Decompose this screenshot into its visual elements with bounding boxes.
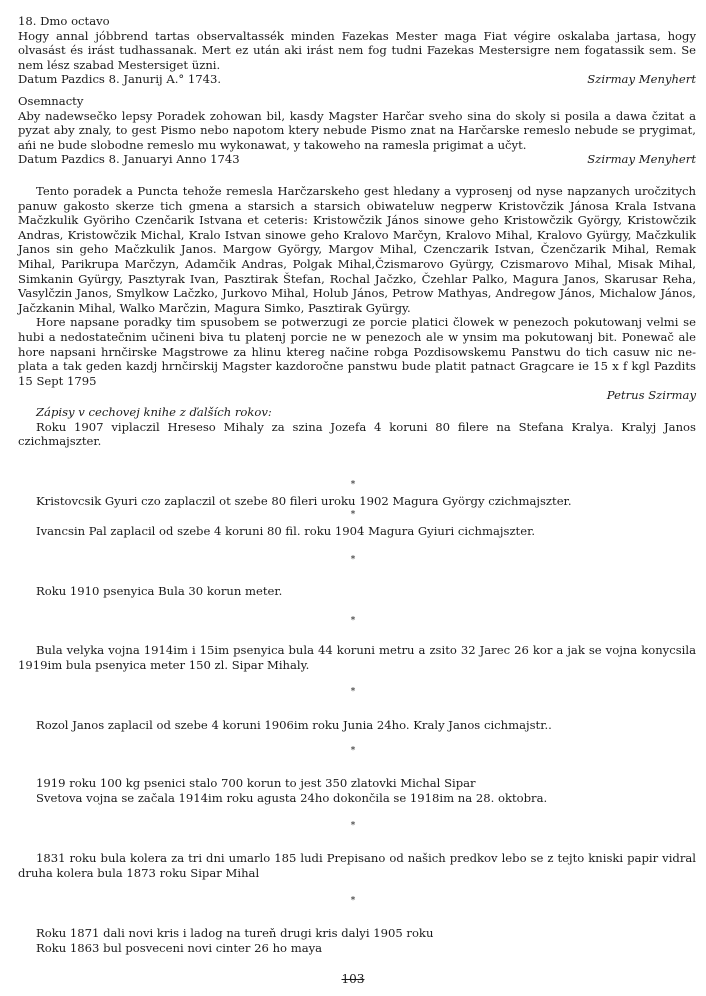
record-text: Roku 1910 psenyica Bula 30 korun meter. — [36, 584, 283, 598]
record-entry — [18, 776, 696, 805]
record-text: Ivancsin Pal zaplacil od szebe 4 koruni 80 fil. roku 1904 Magura Gyiuri cichmajszter. — [36, 524, 536, 538]
section-heading: 18. Dmo octavo — [18, 14, 110, 28]
signer: Szirmay Menyhert — [587, 152, 696, 167]
record-entry — [18, 926, 696, 955]
record-text: Roku 1863 bul posveceni novi cinter 26 ho maya — [36, 940, 323, 955]
section-osemnacty — [18, 94, 696, 167]
record-entry — [18, 584, 696, 599]
record-entry — [18, 851, 696, 880]
paragraph: Tento poradek a Puncta tehože remesla Harčzarskeho gest hledany a vyprosenj od nyse napzanych uročzitych panuw gakosto skerze tich gmena a starsich a starsich obiwateluw negperw Kristovčzik Jánosa Krala Istvana Mačzkulik Györiho Czenčarik Istvana et ceteris: Kristowčzik János sinowe geho Kristowčzik György, Kristowčzik Andras, Kristowčzik Michal, Kralo Istvan sinowe geho Kralovo Marčyn, Kralovo Mihal, Kralovo Gyürgy, Mačzkulik Janos sin geho Mačzkulik Janos. Margow György, Margov Mihal, Czenczarik Istvan, Čzenčzarik Mihal, Remak Mihal, Parikrupa Marčzyn, Adamčik Andras, Polgak Mihal,Čzismarovo Gyürgy, Czismarovo Mihal, Misak Mihal, Simkanin Gyürgy, Pasztyrak Ivan, Pasztirak Štefan, Rochal Jačzko, Čzehlar Palko, Magura Janos, Skarusar Reha, Vasylčzin Janos, Smylkow Lačzko, Jurkovo Mihal, Holub János, Petrow Mathyas, Andregow János, Michalow János, Jačzkanin Mihal, Walko Marčzin, Magura Simko, Pasztirak Gyürgy. — [18, 184, 696, 315]
separator-star: * — [350, 555, 356, 565]
record-entry — [18, 494, 696, 509]
separator-star: * — [350, 896, 356, 906]
record-entry — [18, 524, 696, 539]
paragraph: Hogy annal jóbbrend tartas observaltassék minden Fazekas Mester maga Fiat végire oskalaba jartasa, hogy olvasást és irást tudhassanak. Mert ez után aki irást nem fog tudni Fazekas Mestersigre nem fogatassik sem. Se nem lész szabad Mestersiget üzni. — [18, 28, 696, 72]
separator-star: * — [350, 746, 356, 756]
record-text: 1831 roku bula kolera za tri dni umarlo 185 ludi Prepisano od našich predkov lebo se z tejto kniski papir vidral druha kolera bula 1873 roku Sipar Mihal — [18, 851, 696, 880]
separator-star: * — [350, 480, 356, 490]
date-line: Datum Pazdics 8. Januaryi Anno 1743 — [18, 152, 240, 167]
record-entry: Roku 1907 viplaczil Hreseso Mihaly za szina Jozefa 4 koruni 80 filere na Stefana Kralya. Kralyj Janos czichmajszter. — [18, 419, 696, 449]
section-tento — [18, 184, 696, 403]
signer: Petrus Szirmay — [606, 388, 696, 403]
signer: Szirmay Menyhert — [587, 72, 696, 87]
record-text: Rozol Janos zaplacil od szebe 4 koruni 1906im roku Junia 24ho. Kraly Janos cichmajstr.. — [36, 718, 552, 732]
signature-line — [18, 152, 696, 167]
record-text: 1919 roku 100 kg psenici stalo 700 korun to jest 350 zlatovki Michal Sipar — [36, 776, 476, 790]
records-heading-block — [18, 405, 696, 449]
record-entry — [18, 643, 696, 672]
record-text: Bula velyka vojna 1914im i 15im psenyica bula 44 koruni metru a zsito 32 Jarec 26 kor a jak se vojna konycsila 1919im bula psenyica meter 150 zl. Sipar Mihaly. — [18, 643, 696, 672]
record-text: Svetova vojna se začala 1914im roku agusta 24ho dokončila se 1918im na 28. oktobra. — [36, 790, 548, 805]
date-line: Datum Pazdics 8. Janurij A.° 1743. — [18, 72, 222, 87]
separator-star: * — [350, 510, 356, 520]
section-heading: Zápisy v cechovej knihe z ďalších rokov: — [36, 405, 272, 419]
record-text: Kristovcsik Gyuri czo zaplaczil ot szebe 80 fileri uroku 1902 Magura György czichmajszter. — [36, 494, 572, 508]
separator-star: * — [350, 616, 356, 626]
record-entry — [18, 718, 696, 733]
separator-star: * — [350, 687, 356, 697]
section-18 — [18, 14, 696, 87]
section-heading: Osemnacty — [18, 94, 84, 108]
separator-star: * — [350, 821, 356, 831]
record-text: Roku 1871 dali novi kris i ladog na tureň drugi kris dalyi 1905 roku — [36, 926, 434, 940]
paragraph: Hore napsane poradky tim spusobem se potwerzugi ze porcie platici člowek w penezoch pokutowanj velmi se hubi a nedostatečnim učineni biva tu platenj porcie ne w penezoch ale w ynsim ma pokutowanj bit. Ponewač ale hore napsani hrnčirske Magstrowe za hlinu ktereg načine robga Pozdisowskemu Panstwu do tich casuw nic neplata a tak geden kazdj hrnčirskij Magster kazdoročne panstwu bude platit patnact Gragcare ie 15 x f kgl Pazdits 15 Sept 1795 — [18, 315, 696, 388]
page-number: 103 — [341, 972, 365, 986]
paragraph: Aby nadewsečko lepsy Poradek zohowan bil, kasdy Magster Harčar sveho sina do skoly si posila a dawa čzitat a pyzat aby znaly, to gest Pismo nebo napotom ktery nebude Pismo znat na Harčarske remeslo nebude se prygimat, ańi ne bude slobodne remeslo mu wykonawat, y takoweho na ramesla prigimat a učyt. — [18, 108, 696, 152]
signature-line — [18, 72, 696, 87]
